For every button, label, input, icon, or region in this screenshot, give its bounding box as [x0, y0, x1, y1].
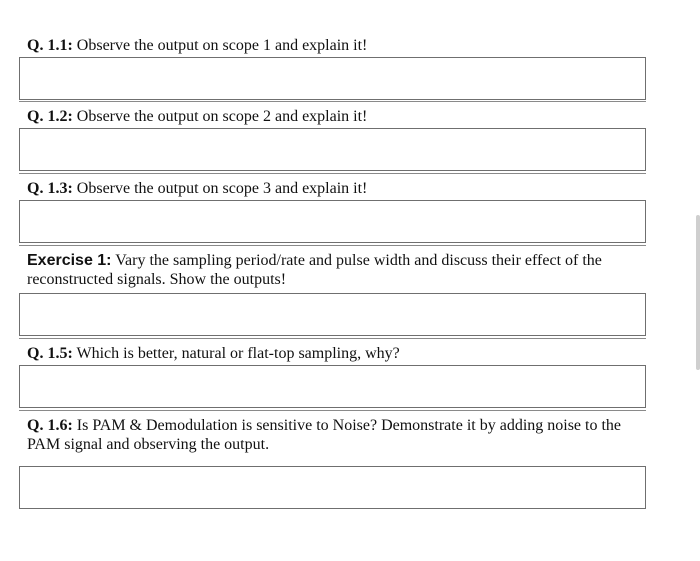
question-1-5 [27, 344, 647, 363]
answer-box-1-5[interactable] [19, 365, 646, 408]
question-label: Q. 1.6: [27, 417, 73, 434]
question-text: Is PAM & Demodulation is sensitive to Noise? Demonstrate it by adding noise to the PAM signal and observing the output. [27, 417, 622, 453]
question-label: Q. 1.1: [27, 37, 73, 54]
question-text: Observe the output on scope 1 and explain it! [72, 37, 368, 54]
question-label: Q. 1.5: [27, 345, 73, 362]
answer-box-1-6[interactable] [19, 466, 646, 509]
question-text: Observe the output on scope 3 and explain it! [72, 180, 368, 197]
question-label: Q. 1.2: [27, 108, 73, 125]
divider [19, 245, 646, 246]
question-1-6 [27, 416, 647, 454]
divider [19, 410, 646, 411]
exercise-text: Vary the sampling period/rate and pulse width and discuss their effect of the reconstructed signals. Show the outputs! [27, 252, 602, 288]
question-text: Which is better, natural or flat-top sampling, why? [72, 345, 400, 362]
exercise-label: Exercise 1: [27, 252, 112, 269]
scrollbar[interactable] [696, 215, 700, 370]
answer-box-exercise-1[interactable] [19, 293, 646, 336]
answer-box-1-1[interactable] [19, 57, 646, 100]
question-1-2 [27, 107, 647, 126]
question-label: Q. 1.3: [27, 180, 73, 197]
answer-box-1-3[interactable] [19, 200, 646, 243]
divider [19, 173, 646, 174]
answer-box-1-2[interactable] [19, 128, 646, 171]
question-text: Observe the output on scope 2 and explain it! [72, 108, 368, 125]
divider [19, 101, 646, 102]
divider [19, 338, 646, 339]
exercise-1 [27, 251, 647, 289]
question-1-3 [27, 179, 647, 198]
question-1-1 [27, 36, 647, 55]
